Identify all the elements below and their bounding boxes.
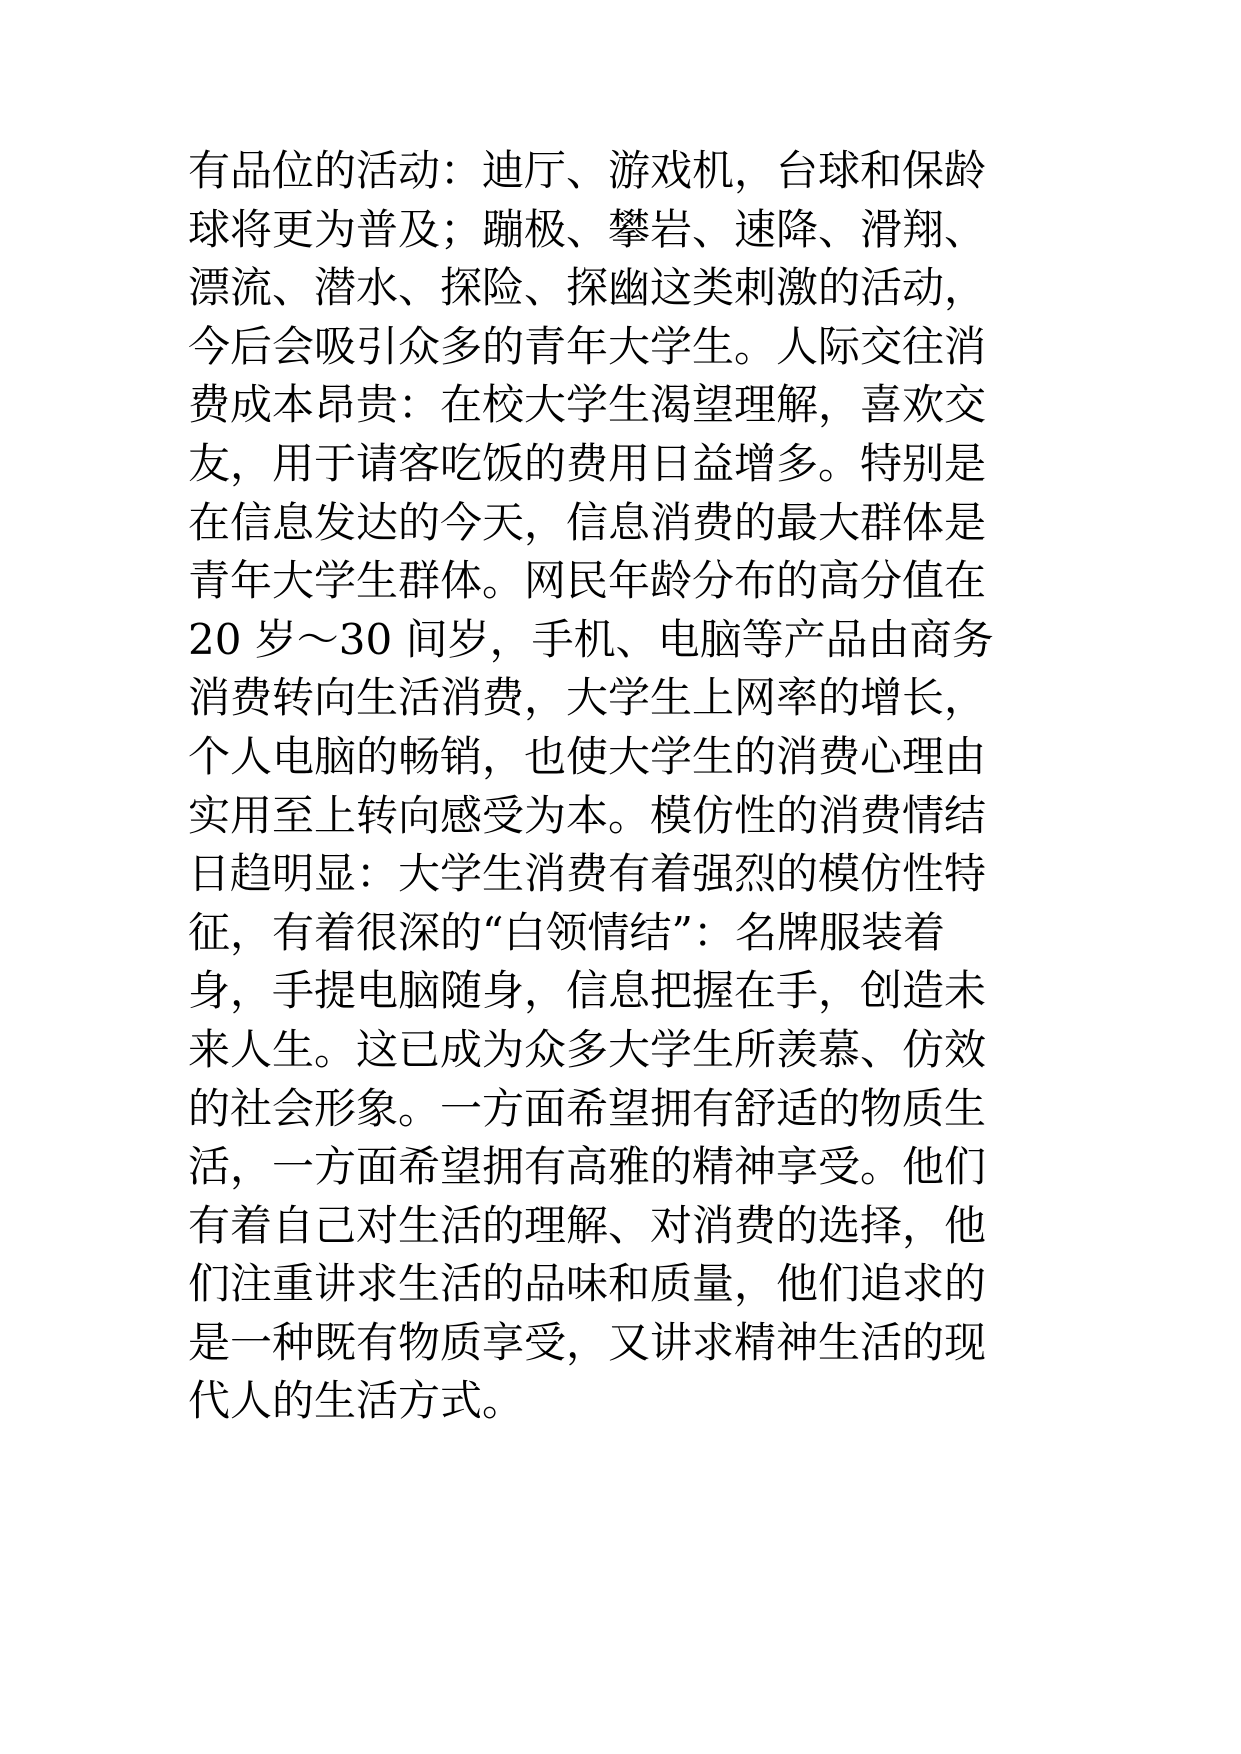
text-line: 在信息发达的今天，信息消费的最大群体是 [188,497,987,547]
text-line: 漂流、潜水、探险、探幽这类刺激的活动， [188,263,987,313]
text-line: 费成本昂贵：在校大学生渴望理解，喜欢交 [188,380,987,430]
text-line: 是一种既有物质享受，又讲求精神生活的现 [188,1317,987,1367]
text-line: 今后会吸引众多的青年大学生。人际交往消 [188,321,987,371]
text-line: 们注重讲求生活的品味和质量，他们追求的 [188,1259,987,1309]
text-line: 有品位的活动：迪厅、游戏机，台球和保龄 [188,146,987,195]
text-line: 友，用于请客吃饭的费用日益增多。特别是 [188,438,987,488]
text-line: 有着自己对生活的理解、对消费的选择，他 [188,1200,987,1250]
text-line: 来人生。这已成为众多大学生所羡慕、仿效 [188,1024,987,1074]
text-line: 日趋明显：大学生消费有着强烈的模仿性特 [188,849,987,899]
text-line: 身，手提电脑随身，信息把握在手，创造未 [188,966,987,1016]
text-line: 征，有着很深的“白领情结”：名牌服装着 [188,907,945,957]
text-line: 球将更为普及；蹦极、攀岩、速降、滑翔、 [188,204,987,254]
text-line: 代人的生活方式。 [188,1376,525,1426]
text-line: 20 岁～30 间岁，手机、电脑等产品由商务 [188,614,994,664]
text-line: 个人电脑的畅销，也使大学生的消费心理由 [188,731,987,781]
text-line: 的社会形象。一方面希望拥有舒适的物质生 [188,1083,987,1133]
text-line: 活，一方面希望拥有高雅的精神享受。他们 [188,1142,987,1192]
text-line: 青年大学生群体。网民年龄分布的高分值在 [188,556,987,606]
body-paragraph [188,142,1088,1431]
text-line: 实用至上转向感受为本。模仿性的消费情结 [188,790,987,840]
text-line: 消费转向生活消费，大学生上网率的增长， [188,673,987,723]
